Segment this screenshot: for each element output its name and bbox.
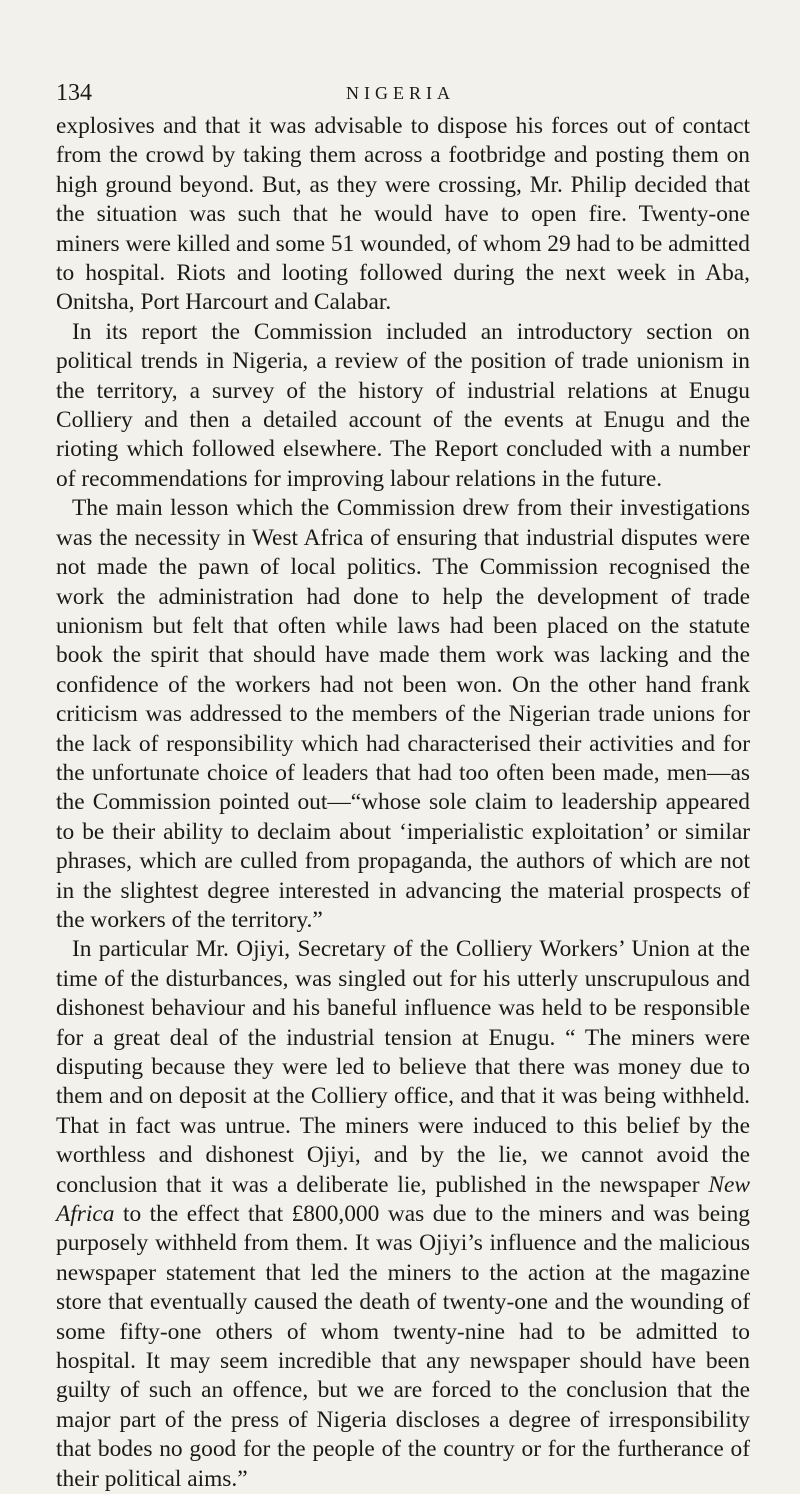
paragraph-main-lesson: The main lesson which the Commission drew from their investigations was the necessity in West Africa of ensuring that industrial disputes were not made the pawn of local politics. The Commission recognised the work the administration had done to help the development of trade unionism but felt that often while laws had been placed on the statute book the spirit that should have made them work was lacking and the confidence of the workers had not been won. On the other hand frank criticism was addressed to the members of the Nigerian trade unions for the lack of responsibility which had characterised their activities and for the unfortunate choice of leaders that had too often been made, men—as the Commission pointed out—“whose sole claim to leadership appeared to be their ability to declaim about ‘imperialistic exploitation’ or similar phrases, which are culled from propaganda, the authors of which are not in the slightest degree interested in advancing the material prospects of the workers of the territory.” — [56, 495, 750, 933]
body-text — [56, 112, 750, 1494]
paragraph-commission-report: In its report the Commission included an introductory section on political trends in Nigeria, a review of the position of trade unionism in the territory, a survey of the history of industrial relations at Enugu Colliery and then a detailed account of the events at Enugu and the rioting which followed elsewhere. The Report concluded with a number of recommendations for improving labour relations in the future. — [56, 318, 750, 492]
page-header — [56, 78, 750, 112]
ojiyi-text-part-1: In particular Mr. Ojiyi, Secretary of the Colliery Workers’ Union at the time of the disturbances, was singled out for his utterly unscrupulous and dishonest behaviour and his baneful influence was held to be responsible for a great deal of the industrial tension at Enugu. “ The miners were disputing because they were led to believe that there was money due to them and on deposit at the Colliery office, and that it was being withheld. That in fact was untrue. The miners were induced to this belief by the worthless and dishonest Ojiyi, and by the lie, we cannot avoid the conclusion that it was a deliberate lie, published in the newspaper — [56, 936, 750, 1198]
newspaper-title: New Africa — [56, 1171, 750, 1228]
paragraph-ojiyi — [56, 935, 750, 1494]
running-head: NIGERIA — [346, 83, 455, 103]
ojiyi-text-part-2: to the effect that £800,000 was due to the miners and was being purposely withheld from them. It was Ojiyi’s influence and the malicious newspaper statement that led the miners to the action at the magazine store that eventually caused the death of twenty-one and the wounding of some fifty-one others of whom twenty-nine had to be admitted to hospital. It may seem incredible that any newspaper should have been guilty of such an offence, but we are forced to the conclusion that the major part of the press of Nigeria discloses a degree of irresponsibility that bodes no good for the people of the country or for the furtherance of their political aims.” — [56, 1201, 750, 1492]
paragraph-continued: explosives and that it was advisable to dispose his forces out of contact from the crowd by taking them across a footbridge and posting them on high ground beyond. But, as they were crossing, Mr. Philip decided that the situation was such that he would have to open fire. Twenty-one miners were killed and some 51 wounded, of whom 29 had to be admitted to hospital. Riots and looting followed during the next week in Aba, Onitsha, Port Harcourt and Calabar. — [56, 113, 750, 316]
page-number: 134 — [56, 80, 92, 106]
